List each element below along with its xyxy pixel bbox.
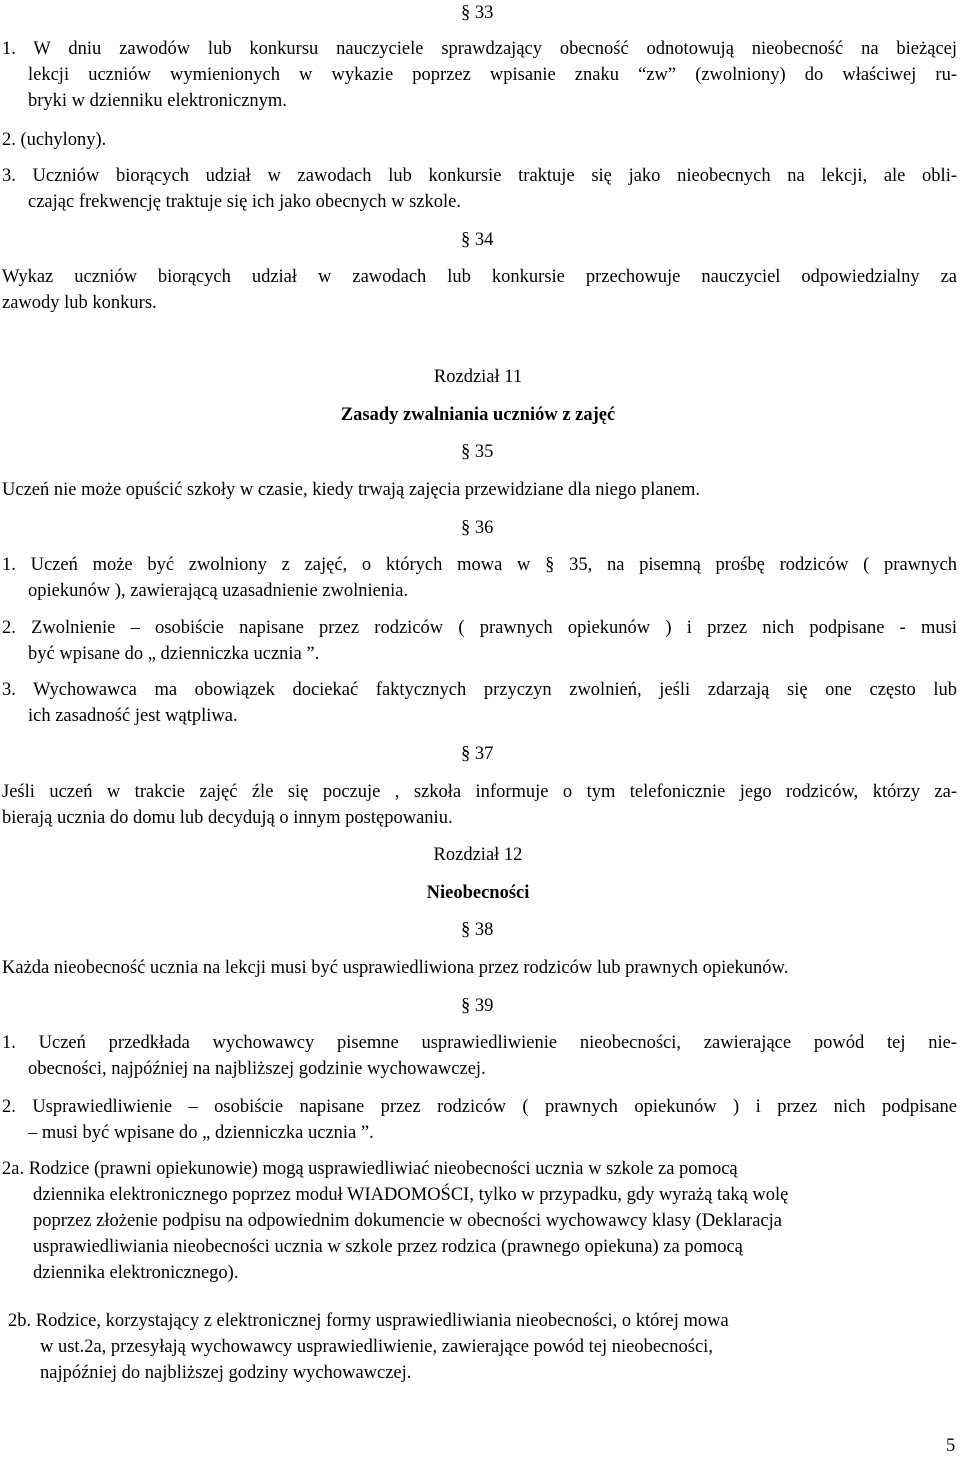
section-heading-38: § 38 — [461, 920, 494, 940]
s39-p2a-line3: poprzez złożenie podpisu na odpowiednim dokumencie w obecności wychowawcy klasy (Deklaracja — [33, 1211, 782, 1231]
s39-p2-line2: – musi być wpisane do „ dzienniczka ucznia ”. — [28, 1123, 374, 1143]
s39-p1-line1: 1. Uczeń przedkłada wychowawcy pisemne usprawiedliwienie nieobecności, zawierające powód tej nie- — [2, 1033, 957, 1053]
s36-p3-line1: 3. Wychowawca ma obowiązek dociekać faktycznych przyczyn zwolnień, jeśli zdarzają się one często lub — [2, 680, 957, 700]
section-heading-39: § 39 — [461, 996, 494, 1016]
s37-text-line1: Jeśli uczeń w trakcie zajęć źle się poczuje , szkoła informuje o tym telefonicznie jego rodziców, którzy za- — [2, 782, 957, 802]
s36-p3-line2: ich zasadność jest wątpliwa. — [28, 706, 238, 726]
s38-text: Każda nieobecność ucznia na lekcji musi być usprawiedliwiona przez rodziców lub prawnych opiekunów. — [2, 958, 789, 978]
section-heading-35: § 35 — [461, 442, 494, 462]
s33-p1-line1: 1. W dniu zawodów lub konkursu nauczyciele sprawdzający obecność odnotowują nieobecność na bieżącej — [2, 39, 957, 59]
s39-p1-line2: obecności, najpóźniej na najbliższej godzinie wychowawczej. — [28, 1059, 486, 1079]
section-heading-34: § 34 — [461, 230, 494, 250]
s39-p2a-line2: dziennika elektronicznego poprzez moduł WIADOMOŚCI, tylko w przypadku, gdy wyrażą taką wolę — [33, 1185, 789, 1205]
s33-p2: 2. (uchylony). — [2, 130, 107, 150]
s34-text-line2: zawody lub konkurs. — [2, 293, 157, 313]
s36-p1-line2: opiekunów ), zawierającą uzasadnienie zwolnienia. — [28, 581, 409, 601]
s33-p1-line3: bryki w dzienniku elektronicznym. — [28, 91, 287, 111]
s34-text-line1: Wykaz uczniów biorących udział w zawodach lub konkursie przechowuje nauczyciel odpowiedzialny za — [2, 267, 957, 287]
chapter-11-label: Rozdział 11 — [433, 367, 523, 387]
s33-p1-line2: lekcji uczniów wymienionych w wykazie poprzez wpisanie znaku “zw” (zwolniony) do właściwej ru- — [28, 65, 957, 85]
s36-p2-line2: być wpisane do „ dzienniczka ucznia ”. — [28, 644, 320, 664]
section-heading-37: § 37 — [461, 744, 494, 764]
chapter-11-title: Zasady zwalniania uczniów z zajęć — [340, 405, 616, 425]
chapter-12-title: Nieobecności — [426, 883, 530, 903]
chapter-12-label: Rozdział 12 — [433, 845, 523, 865]
s39-p2b-line1: 2b. Rodzice, korzystający z elektronicznej formy usprawiedliwiania nieobecności, o której mowa — [8, 1311, 729, 1331]
s36-p2-line1: 2. Zwolnienie – osobiście napisane przez rodziców ( prawnych opiekunów ) i przez nich podpisane - musi — [2, 618, 957, 638]
s39-p2a-line4: usprawiedliwiania nieobecności ucznia w szkole przez rodzica (prawnego opiekuna) za pomocą — [33, 1237, 743, 1257]
s39-p2b-line2: w ust.2a, przesyłają wychowawcy usprawiedliwienie, zawierające powód tej nieobecności, — [40, 1337, 713, 1357]
s37-text-line2: bierają ucznia do domu lub decydują o innym postępowaniu. — [2, 808, 453, 828]
section-heading-33: § 33 — [461, 3, 494, 23]
s35-text: Uczeń nie może opuścić szkoły w czasie, kiedy trwają zajęcia przewidziane dla niego planem. — [2, 480, 701, 500]
s33-p3-line2: czając frekwencję traktuje się ich jako obecnych w szkole. — [28, 192, 461, 212]
s36-p1-line1: 1. Uczeń może być zwolniony z zajęć, o których mowa w § 35, na pisemną prośbę rodziców ( prawnych — [2, 555, 957, 575]
s33-p3-line1: 3. Uczniów biorących udział w zawodach lub konkursie traktuje się jako nieobecnych na lekcji, ale obli- — [2, 166, 957, 186]
s39-p2b-line3: najpóźniej do najbliższej godziny wychowawczej. — [40, 1363, 412, 1383]
section-heading-36: § 36 — [461, 518, 494, 538]
s39-p2a-line5: dziennika elektronicznego). — [33, 1263, 239, 1283]
s39-p2a-line1: 2a. Rodzice (prawni opiekunowie) mogą usprawiedliwiać nieobecności ucznia w szkole za pomocą — [2, 1159, 738, 1179]
s39-p2-line1: 2. Usprawiedliwienie – osobiście napisane przez rodziców ( prawnych opiekunów ) i przez nich podpisane — [2, 1097, 957, 1117]
page-number: 5 — [946, 1436, 956, 1456]
